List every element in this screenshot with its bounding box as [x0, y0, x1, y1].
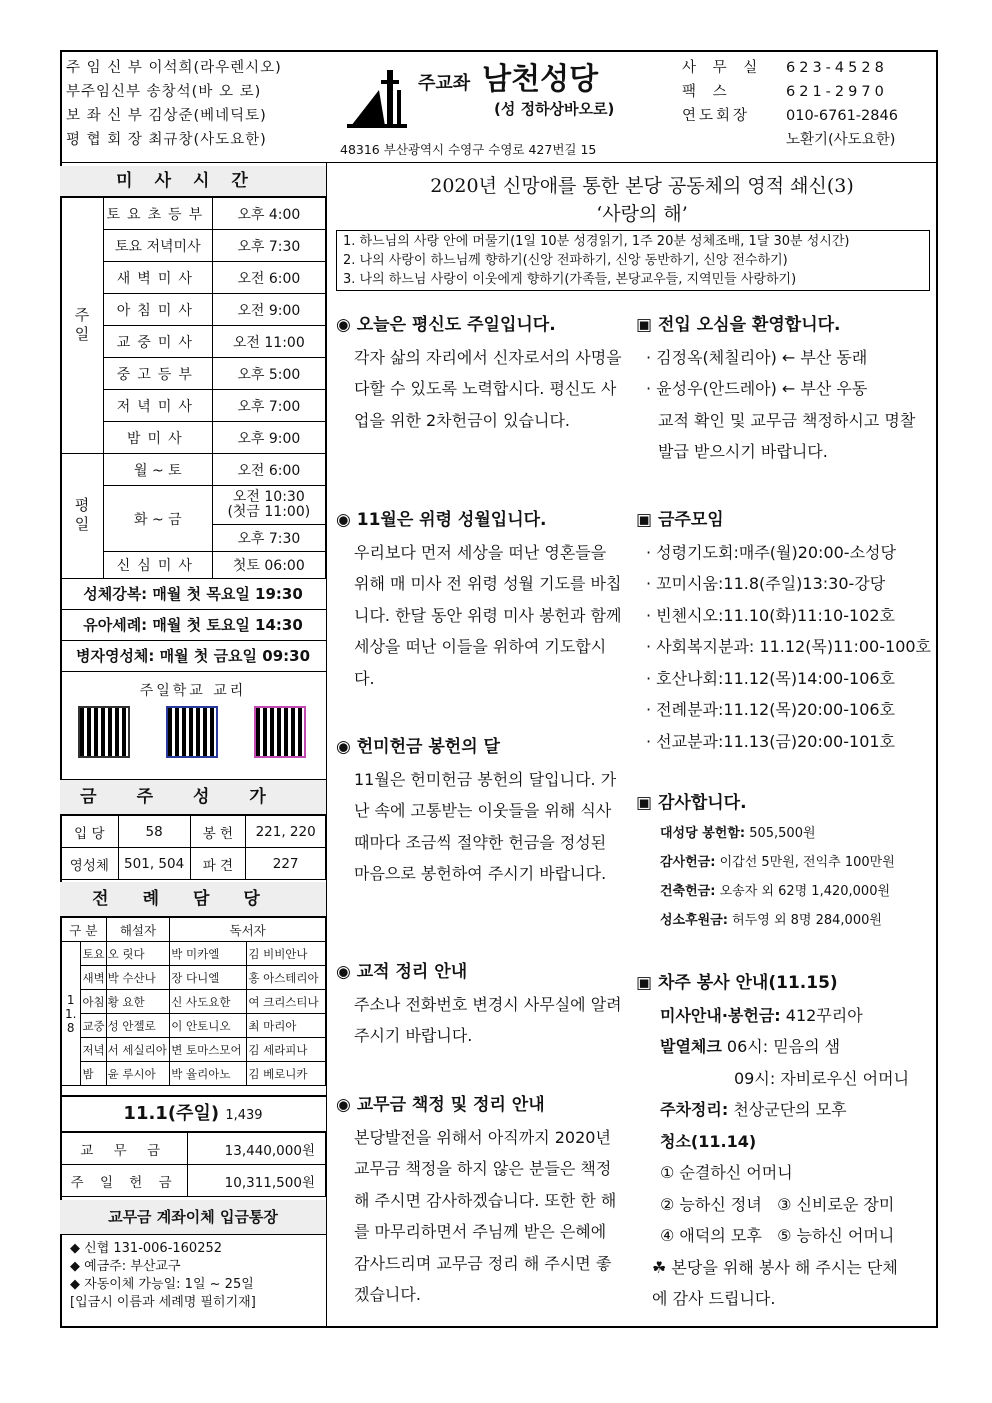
notice-body: 우리보다 먼저 세상을 떠난 영혼들을 위해 매 미사 전 위령 성월 기도를 바칩니다. 한달 동안 위령 미사 봉헌과 함께 세상을 떠난 이들을 위하여 기도합시다.: [354, 542, 622, 688]
bank-info: [60, 1200, 326, 1317]
mass-time: 오전 11:00: [212, 326, 325, 358]
meetings-title: ▣ 금주모임: [636, 510, 724, 530]
mass-type: 아침: [81, 990, 106, 1014]
reader: 박 미카엘: [170, 942, 247, 966]
bank-line: ◆ 신협 131-006-160252: [70, 1241, 223, 1256]
contact-row: 사 무 실 623-4528: [682, 60, 888, 76]
church-logo: [345, 60, 425, 132]
newcomers-title: ▣ 전입 오심을 환영합니다.: [636, 315, 841, 335]
reader: 박 율리아노: [170, 1062, 247, 1086]
mass-time: 오후 7:30: [212, 525, 325, 552]
offering-value: 13,440,000원: [188, 1133, 326, 1165]
service-parking: 주차정리: 천상군단의 모후: [660, 1100, 847, 1119]
mass-schedule: [60, 166, 326, 672]
mass-name: 신심미사: [104, 552, 213, 579]
mass-type: 교중: [81, 1014, 106, 1038]
divider: [60, 162, 938, 163]
mass-time: 오후 7:30: [212, 230, 325, 262]
col-header: 해설자: [106, 918, 170, 942]
liturgy-table: [60, 917, 326, 1086]
church-patron: (성 정하상바오로): [494, 100, 615, 118]
notice-title: ◉ 교무금 책정 및 정리 안내: [336, 1095, 545, 1115]
stat-value: 221, 220: [246, 816, 326, 848]
newcomers: [636, 310, 932, 468]
church-title: 주교좌 남천성당: [418, 62, 599, 97]
mass-time: 첫토 06:00: [212, 552, 325, 579]
theme-box: [336, 230, 930, 291]
liturgy-title: 전례담당: [60, 882, 326, 917]
mass-time: 오전 9:00: [212, 294, 325, 326]
mass-time: 오전 6:00: [212, 262, 325, 294]
service-cleaning-title: 청소(11.14): [660, 1131, 757, 1151]
contact-row: 팩 스 621-2970: [682, 84, 888, 100]
meeting-item: · 꼬미시움:11.8(주일)13:30-강당: [646, 574, 886, 593]
stat-label: 입 당: [61, 816, 119, 848]
reader: 김 비비안나: [247, 942, 326, 966]
notice-body: 주소나 전화번호 변경시 사무실에 알려 주시기 바랍니다.: [354, 994, 622, 1045]
notices-left: [336, 310, 622, 436]
theme-heading: [372, 172, 912, 228]
clergy-row: 주 임 신 부 이석희(라우렌시오): [66, 60, 282, 76]
mass-schedule-title: 미사시간: [60, 166, 326, 197]
clergy-row: 부주임신부 송창석(바 오 로): [66, 84, 262, 100]
sunday-label: 주일: [61, 198, 104, 454]
contact-row: 연도회장 010-6761-2846: [682, 108, 898, 124]
special-mass: [60, 579, 326, 672]
reader: 여 크리스티나: [247, 990, 326, 1014]
notices-left: [336, 505, 622, 694]
bank-title: 교무금 계좌이체 입금통장: [60, 1200, 326, 1235]
commentator: 윤 루시아: [106, 1062, 170, 1086]
notices-left: [336, 957, 622, 1052]
bank-line: ◆ 자동이체 가능일: 1일 ~ 25일: [70, 1277, 254, 1292]
theme-title: 2020년 신망애를 통한 본당 공동체의 영적 쇄신(3): [430, 175, 854, 197]
stat-label: 영성체: [61, 848, 119, 880]
liturgy-date: 11.8: [61, 942, 81, 1086]
clergy-list: [66, 56, 326, 152]
divider: [326, 162, 327, 1328]
notice-body: 11월은 헌미헌금 봉헌의 달입니다. 가난 속에 고통받는 이웃들을 위해 식사 때마다 조금씩 절약한 헌금을 정성된 마음으로 봉헌하여 주시기 바랍니다.: [354, 769, 617, 883]
newcomer: · 윤성우(안드레아) ← 부산 우동: [646, 379, 868, 398]
notice-title: ◉ 헌미헌금 봉헌의 달: [336, 737, 500, 757]
thanks: [636, 788, 932, 935]
theme-item: 1. 하느님의 사랑 안에 머물기(1일 10분 성경읽기, 1주 20분 성체조배, 1달 30분 성시간): [343, 234, 850, 249]
mass-type: 토요: [81, 942, 106, 966]
cleaning-item: ④ 애덕의 모후 ⑤ 능하신 어머니: [660, 1226, 895, 1245]
offering: [60, 1095, 326, 1197]
mass-type: 새벽: [81, 966, 106, 990]
reader: 변 토마스모어: [170, 1038, 247, 1062]
notice-body: 각자 삶의 자리에서 신자로서의 사명을 다할 수 있도록 노력합시다. 평신도 사업을 위한 2차헌금이 있습니다.: [354, 347, 622, 430]
reader: 신 사도요한: [170, 990, 247, 1014]
newcomers-note: 교적 확인 및 교무금 책정하시고 명찰 발급 받으시기 바랍니다.: [658, 410, 916, 461]
offering-date: 11.1(주일) 1,439: [60, 1097, 326, 1132]
stat-label: 파 견: [190, 848, 246, 880]
mass-name: 교중미사: [104, 326, 213, 358]
mass-name: 밤미사: [104, 422, 213, 454]
notice-title: ◉ 11월은 위령 성월입니다.: [336, 510, 547, 530]
notice-title: ◉ 오늘은 평신도 주일입니다.: [336, 315, 556, 335]
mass-time: 오전 6:00: [212, 454, 325, 486]
bank-line: [입금시 이름과 세례명 필히기재]: [70, 1295, 256, 1310]
reader: 김 세라피나: [247, 1038, 326, 1062]
mass-name: 새벽미사: [104, 262, 213, 294]
meeting-item: · 선교분과:11.13(금)20:00-101호: [646, 731, 896, 751]
mass-time: 오후 5:00: [212, 358, 325, 390]
reader: 최 마리아: [247, 1014, 326, 1038]
stat-label: 봉 헌: [190, 816, 246, 848]
mass-name: 토요초등부: [104, 198, 213, 230]
thanks-item: 대성당 봉헌함: 505,500원: [660, 826, 816, 841]
offering-table: [60, 1132, 326, 1197]
notice-title: ◉ 교적 정리 안내: [336, 962, 468, 982]
special-row: 성체강복: 매월 첫 목요일 19:30: [60, 579, 326, 610]
meeting-item: · 전례분과:11.12(목)20:00-106호: [646, 700, 896, 719]
thanks-title: ▣ 감사합니다.: [636, 793, 747, 813]
service-guide: [636, 968, 932, 1315]
mass-time: 오전 10:30 (첫금 11:00): [212, 486, 325, 525]
meeting-item: · 빈첸시오:11.10(화)11:10-102호: [646, 605, 896, 625]
thanks-item: 건축헌금: 오송자 외 62명 1,420,000원: [660, 884, 891, 899]
bank-line: ◆ 예금주: 부산교구: [70, 1259, 181, 1274]
bank-lines: [60, 1235, 326, 1317]
service-title: ▣ 차주 봉사 안내(11.15): [636, 973, 838, 993]
reader: 김 베로니카: [247, 1062, 326, 1086]
cleaning-item: ① 순결하신 어머니: [660, 1163, 793, 1182]
stat-value: 501, 504: [118, 848, 190, 880]
mass-name: 저녁미사: [104, 390, 213, 422]
commentator: 서 세실리아: [106, 1038, 170, 1062]
newcomer: · 김정옥(체칠리아) ← 부산 동래: [646, 347, 868, 367]
weekly-hymns: [60, 779, 326, 880]
mass-name: 아침미사: [104, 294, 213, 326]
mass-time: 오후 7:00: [212, 390, 325, 422]
liturgy-duty: [60, 882, 326, 1086]
church-address: 48316 부산광역시 수영구 수영로 427번길 15: [340, 142, 597, 157]
clergy-row: 평 협 회 장 최규창(사도요한): [66, 132, 267, 148]
col-header: 구 분: [61, 918, 107, 942]
special-row: 유아세례: 매월 첫 토요일 14:30: [60, 610, 326, 641]
commentator: 박 수산나: [106, 966, 170, 990]
mass-table: [60, 197, 326, 579]
mass-name: 화 ~ 금: [104, 486, 213, 552]
stat-value: 58: [118, 816, 190, 848]
cleaning-item: ② 능하신 정녀 ③ 신비로운 장미: [660, 1194, 895, 1214]
meeting-item: · 성령기도회:매주(월)20:00-소성당: [646, 542, 896, 562]
mass-time: 오후 4:00: [212, 198, 325, 230]
service-fever: 발열체크 06시: 믿음의 샘: [660, 1037, 841, 1056]
theme-item: 3. 나의 하느님 사랑이 이웃에게 향하기(가족들, 본당교우들, 지역민들 사랑하기): [343, 272, 797, 287]
special-row: 병자영성체: 매월 첫 금요일 09:30: [60, 641, 326, 672]
meeting-item: · 사회복지분과: 11.12(목)11:00-100호: [646, 637, 932, 656]
qr-code-icon[interactable]: [166, 706, 218, 758]
theme-subtitle: ‘사랑의 해’: [596, 203, 688, 225]
qr-code-icon[interactable]: [254, 706, 306, 758]
offering-label: 주 일 헌 금: [61, 1165, 188, 1197]
service-closing: ☘ 본당을 위해 봉사 해 주시는 단체에 감사 드립니다.: [652, 1257, 898, 1308]
notices-left: [336, 732, 622, 890]
sunday-school-title: 주일학교 교리: [139, 683, 247, 699]
stat-value: 227: [246, 848, 326, 880]
mass-name: 중고등부: [104, 358, 213, 390]
weekday-label: 평일: [61, 454, 104, 579]
offering-value: 10,311,500원: [188, 1165, 326, 1197]
reader: 홍 아스테리아: [247, 966, 326, 990]
mass-type: 저녁: [81, 1038, 106, 1062]
notice-body: 본당발전을 위해서 아직까지 2020년 교무금 책정을 하지 않은 분들은 책정 해 주시면 감사하겠습니다. 또한 한 해를 마무리하면서 주님께 받은 은혜에 감사드리며 교무금 정리 해 주시면 좋겠습니다.: [354, 1127, 617, 1304]
mass-name: 토요 저녁미사: [104, 230, 213, 262]
commentator: 황 요한: [106, 990, 170, 1014]
offering-label: 교 무 금: [61, 1133, 188, 1165]
commentator: 오 릿다: [106, 942, 170, 966]
contact-row: 노환기(사도요한): [786, 132, 896, 148]
mass-type: 밤: [81, 1062, 106, 1086]
meetings: [636, 505, 932, 757]
theme-item: 2. 나의 사랑이 하느님께 향하기(신앙 전파하기, 신앙 동반하기, 신앙 전수하기): [343, 253, 788, 268]
service-usher: 미사안내·봉헌금: 412꾸리아: [660, 1005, 863, 1025]
qr-code-icon[interactable]: [78, 706, 130, 758]
commentator: 성 안젤로: [106, 1014, 170, 1038]
reader: 장 다니엘: [170, 966, 247, 990]
service-fever2: 09시: 자비로우신 어머니: [734, 1068, 910, 1088]
contact-list: [682, 56, 932, 152]
clergy-row: 보 좌 신 부 김상준(베네딕토): [66, 108, 267, 124]
thanks-item: 감사헌금: 이갑선 5만원, 전익추 100만원: [660, 855, 895, 870]
mass-time: 오후 9:00: [212, 422, 325, 454]
mass-name: 월 ~ 토: [104, 454, 213, 486]
col-header: 독서자: [170, 918, 326, 942]
reader: 이 안토니오: [170, 1014, 247, 1038]
meeting-item: · 호산나회:11.12(목)14:00-106호: [646, 668, 896, 688]
notices-left: [336, 1090, 622, 1311]
hymns-table: [60, 815, 326, 880]
thanks-item: 성소후원금: 허두영 외 8명 284,000원: [660, 913, 882, 928]
hymns-title: 금주성가: [60, 780, 326, 815]
